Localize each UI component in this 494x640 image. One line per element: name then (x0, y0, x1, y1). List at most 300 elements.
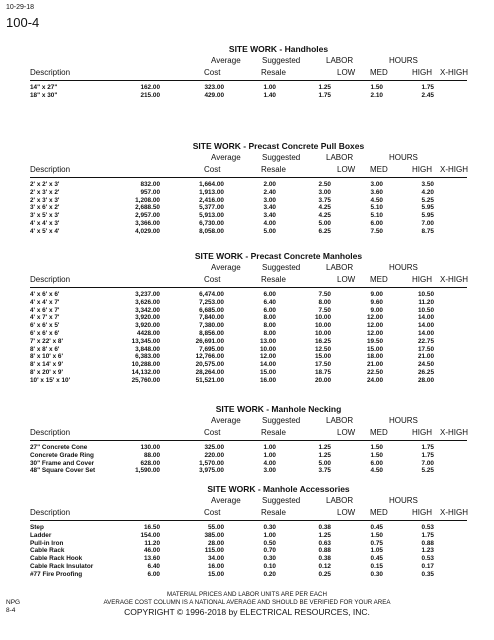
hours-med: 0.38 (318, 524, 331, 531)
item-description: 3' x 5' x 3' (30, 212, 60, 220)
hours-med: 15.00 (315, 353, 331, 361)
hours-xhigh: 0.17 (421, 562, 434, 570)
resale-price: 1,570.00 (199, 459, 224, 467)
hours-low: 12.00 (260, 353, 276, 361)
resale-price: 7,253.00 (199, 298, 224, 306)
hours-high: 2.10 (370, 91, 383, 99)
section-title: SITE WORK - Precast Concrete Pull Boxes (192, 141, 365, 151)
hours-high: 1.50 (370, 531, 383, 539)
hours-high: 1.50 (370, 444, 383, 451)
hours-high: 19.50 (367, 337, 383, 345)
hours-high: 5.10 (370, 212, 383, 220)
col-labor: LABOR (326, 416, 354, 425)
item-description: 14" x 27" (30, 84, 58, 91)
resale-price: 3,975.00 (199, 467, 224, 475)
col-low: LOW (337, 68, 356, 77)
item-description: 8' x 10' x 6' (30, 353, 63, 361)
hours-low: 8.00 (263, 322, 276, 330)
table-row (30, 547, 467, 555)
item-description: Step (30, 524, 44, 531)
page-number: 100-4 (6, 15, 40, 30)
col-low: LOW (337, 275, 356, 284)
item-description: 4' x 7' x 7' (30, 314, 60, 322)
hours-xhigh: 5.95 (421, 212, 434, 220)
column-header (30, 416, 467, 440)
hours-xhigh: 11.20 (418, 298, 434, 306)
hours-med: 7.50 (318, 291, 331, 298)
avg-cost: 3,342.00 (135, 306, 160, 314)
hours-med: 0.88 (318, 547, 331, 555)
hours-xhigh: 0.35 (421, 570, 434, 578)
hours-low: 1.40 (263, 91, 276, 99)
item-description: 8' x 14' x 9' (30, 361, 63, 369)
hours-xhigh: 14.00 (418, 329, 434, 337)
col-cost: Cost (204, 428, 221, 437)
table-row (30, 212, 467, 220)
hours-high: 4.50 (370, 467, 383, 475)
avg-cost: 6.40 (147, 562, 160, 570)
hours-low: 6.00 (263, 291, 276, 298)
hours-med: 5.00 (318, 219, 331, 227)
table-row (30, 532, 467, 540)
table-row (30, 322, 467, 330)
col-hours: HOURS (389, 416, 418, 425)
hours-xhigh: 17.50 (418, 345, 434, 353)
hours-xhigh: 1.75 (421, 84, 434, 91)
hours-low: 1.00 (263, 84, 276, 91)
table-row (30, 571, 467, 579)
item-description: 4' x 6' x 7' (30, 306, 60, 314)
hours-xhigh: 5.95 (421, 204, 434, 212)
hours-low: 6.40 (263, 298, 276, 306)
resale-price: 1,664.00 (199, 181, 224, 188)
col-hours: HOURS (389, 56, 418, 65)
hours-low: 5.00 (263, 227, 276, 235)
table-section (30, 484, 467, 579)
npg-label: NPG (6, 599, 21, 606)
hours-high: 9.00 (370, 306, 383, 314)
col-high: HIGH (412, 508, 432, 517)
col-average: Average (211, 496, 241, 505)
col-labor: LABOR (326, 263, 354, 272)
section-title: SITE WORK - Handholes (228, 44, 329, 54)
avg-cost: 3,920.00 (135, 314, 160, 322)
table-row (30, 452, 467, 460)
hours-med: 18.75 (315, 368, 331, 376)
col-resale: Resale (261, 428, 286, 437)
col-labor: LABOR (326, 56, 354, 65)
hours-med: 10.00 (315, 329, 331, 337)
avg-cost: 10,288.00 (131, 361, 160, 369)
column-header (30, 496, 467, 520)
hours-med: 17.50 (315, 361, 331, 369)
hours-xhigh: 1.23 (421, 547, 434, 555)
hours-high: 0.75 (370, 539, 383, 547)
hours-xhigh: 21.00 (418, 353, 434, 361)
avg-cost: 13.60 (144, 555, 160, 563)
hours-med: 3.75 (318, 467, 331, 475)
col-hours: HOURS (389, 263, 418, 272)
col-cost: Cost (204, 165, 221, 174)
hours-med: 0.12 (318, 562, 331, 570)
hours-high: 18.00 (367, 353, 383, 361)
hours-xhigh: 3.50 (421, 181, 434, 188)
hours-low: 0.50 (263, 539, 276, 547)
hours-high: 6.00 (370, 219, 383, 227)
hours-xhigh: 24.50 (418, 361, 434, 369)
resale-price: 6,730.00 (199, 219, 224, 227)
row-list (30, 441, 467, 475)
col-med: MED (370, 275, 388, 284)
col-hours: HOURS (389, 153, 418, 162)
hours-low: 10.00 (260, 345, 276, 353)
table-row (30, 299, 467, 307)
item-description: 7' x 22' x 8' (30, 337, 63, 345)
row-list (30, 288, 467, 385)
hours-high: 3.00 (370, 181, 383, 188)
hours-high: 0.45 (370, 555, 383, 563)
hours-low: 4.00 (263, 459, 276, 467)
row-list (30, 521, 467, 579)
hours-med: 0.25 (318, 570, 331, 578)
hours-high: 12.00 (367, 314, 383, 322)
item-description: 4' x 4' x 7' (30, 298, 60, 306)
col-description: Description (30, 275, 71, 284)
avg-cost: 11.20 (144, 539, 160, 547)
hours-low: 0.30 (263, 555, 276, 563)
col-high: HIGH (412, 275, 432, 284)
hours-xhigh: 10.50 (418, 291, 434, 298)
resale-price: 51,521.00 (195, 376, 224, 384)
col-resale: Resale (261, 275, 286, 284)
hours-med: 1.25 (318, 531, 331, 539)
hours-med: 10.00 (315, 322, 331, 330)
col-suggested: Suggested (262, 56, 301, 65)
avg-cost: 46.00 (144, 547, 160, 555)
hours-high: 0.15 (370, 562, 383, 570)
avg-cost: 16.50 (144, 524, 160, 531)
col-xhigh: X-HIGH (440, 428, 468, 437)
item-description: 10' x 15' x 10' (30, 376, 71, 384)
hours-low: 13.00 (260, 337, 276, 345)
hours-low: 3.40 (263, 212, 276, 220)
resale-price: 7,695.00 (199, 345, 224, 353)
avg-cost: 130.00 (140, 444, 160, 451)
hours-med: 1.25 (318, 451, 331, 459)
avg-cost: 832.00 (140, 181, 160, 188)
table-row (30, 524, 467, 532)
hours-xhigh: 1.75 (421, 451, 434, 459)
avg-cost: 6.00 (147, 570, 160, 578)
hours-low: 2.40 (263, 188, 276, 196)
col-high: HIGH (412, 428, 432, 437)
table-row (30, 228, 467, 236)
resale-price: 28,264.00 (195, 368, 224, 376)
col-xhigh: X-HIGH (440, 165, 468, 174)
revision-date: 10-29-18 (6, 4, 35, 11)
hours-high: 5.10 (370, 204, 383, 212)
col-suggested: Suggested (262, 153, 301, 162)
footer-page-number: 8-4 (6, 607, 16, 614)
col-med: MED (370, 508, 388, 517)
hours-high: 1.50 (370, 84, 383, 91)
col-high: HIGH (412, 68, 432, 77)
avg-cost: 88.00 (144, 451, 160, 459)
avg-cost: 154.00 (140, 531, 160, 539)
item-description: 27" Concrete Cone (30, 444, 88, 451)
hours-high: 22.50 (367, 368, 383, 376)
col-description: Description (30, 508, 71, 517)
hours-xhigh: 2.45 (421, 91, 434, 99)
hours-high: 9.00 (370, 291, 383, 298)
item-description: 4' x 6' x 6' (30, 291, 60, 298)
col-average: Average (211, 263, 241, 272)
avg-cost: 4,029.00 (135, 227, 160, 235)
hours-low: 14.00 (260, 361, 276, 369)
hours-high: 1.50 (370, 451, 383, 459)
resale-price: 16.00 (208, 562, 224, 570)
item-description: 8' x 20' x 9' (30, 368, 63, 376)
column-header (30, 56, 467, 80)
col-resale: Resale (261, 165, 286, 174)
resale-price: 20,575.00 (195, 361, 224, 369)
hours-med: 4.25 (318, 212, 331, 220)
hours-low: 3.40 (263, 204, 276, 212)
hours-high: 1.05 (370, 547, 383, 555)
hours-xhigh: 1.75 (421, 444, 434, 451)
avg-cost: 1,590.00 (135, 467, 160, 475)
table-section (30, 404, 467, 475)
hours-xhigh: 22.75 (418, 337, 434, 345)
col-labor: LABOR (326, 496, 354, 505)
col-average: Average (211, 56, 241, 65)
footer-note-2: AVERAGE COST COLUMN IS A NATIONAL AVERAGE AND SHOULD BE VERIFIED FOR YOUR AREA (103, 599, 391, 606)
hours-high: 24.00 (367, 376, 383, 384)
hours-xhigh: 26.25 (418, 368, 434, 376)
item-description: 6' x 6' x 5' (30, 322, 60, 330)
resale-price: 15.00 (208, 570, 224, 578)
table-row (30, 555, 467, 563)
avg-cost: 1,208.00 (135, 196, 160, 204)
table-row (30, 540, 467, 548)
resale-price: 12,766.00 (195, 353, 224, 361)
avg-cost: 13,345.00 (131, 337, 160, 345)
avg-cost: 3,920.00 (135, 322, 160, 330)
col-suggested: Suggested (262, 416, 301, 425)
item-description: 6' x 6' x 6' (30, 329, 60, 337)
hours-low: 1.00 (263, 531, 276, 539)
resale-price: 385.00 (204, 531, 224, 539)
col-suggested: Suggested (262, 263, 301, 272)
hours-high: 0.30 (370, 570, 383, 578)
hours-low: 6.00 (263, 306, 276, 314)
col-xhigh: X-HIGH (440, 508, 468, 517)
hours-med: 12.50 (315, 345, 331, 353)
table-row (30, 181, 467, 189)
footer-note-1: MATERIAL PRICES AND LABOR UNITS ARE PER EACH (167, 591, 327, 598)
hours-med: 5.00 (318, 459, 331, 467)
hours-high: 21.00 (367, 361, 383, 369)
table-section (30, 141, 467, 236)
item-description: Cable Rack Insulator (30, 562, 94, 570)
hours-med: 20.00 (315, 376, 331, 384)
column-header (30, 263, 467, 287)
col-med: MED (370, 68, 388, 77)
col-xhigh: X-HIGH (440, 275, 468, 284)
copyright-notice: COPYRIGHT © 1996-2018 by ELECTRICAL RESOURCES, INC. (124, 607, 370, 617)
hours-med: 10.00 (315, 314, 331, 322)
hours-low: 1.00 (263, 444, 276, 451)
hours-xhigh: 28.00 (418, 376, 434, 384)
table-row (30, 220, 467, 228)
avg-cost: 25,760.00 (131, 376, 160, 384)
table-row (30, 330, 467, 338)
col-average: Average (211, 153, 241, 162)
col-med: MED (370, 165, 388, 174)
item-description: 48" Square Cover Set (30, 467, 96, 475)
col-description: Description (30, 428, 71, 437)
resale-price: 1,913.00 (199, 188, 224, 196)
hours-high: 12.00 (367, 322, 383, 330)
section-title: SITE WORK - Precast Concrete Manholes (194, 251, 363, 261)
hours-low: 4.00 (263, 219, 276, 227)
hours-high: 12.00 (367, 329, 383, 337)
hours-high: 0.45 (370, 524, 383, 531)
hours-med: 6.25 (318, 227, 331, 235)
resale-price: 5,377.00 (199, 204, 224, 212)
hours-xhigh: 5.25 (421, 196, 434, 204)
table-row (30, 92, 467, 100)
item-description: 2' x 3' x 2' (30, 188, 60, 196)
item-description: Cable Rack Hook (30, 555, 83, 563)
avg-cost: 2,688.50 (135, 204, 160, 212)
col-resale: Resale (261, 508, 286, 517)
hours-med: 0.63 (318, 539, 331, 547)
hours-med: 4.25 (318, 204, 331, 212)
item-description: 2' x 3' x 3' (30, 196, 60, 204)
hours-high: 9.60 (370, 298, 383, 306)
resale-price: 5,913.00 (199, 212, 224, 220)
hours-med: 3.00 (318, 188, 331, 196)
avg-cost: 957.00 (140, 188, 160, 196)
hours-xhigh: 1.75 (421, 531, 434, 539)
table-row (30, 467, 467, 475)
hours-med: 8.00 (318, 298, 331, 306)
hours-med: 2.50 (318, 181, 331, 188)
table-row (30, 307, 467, 315)
table-row (30, 84, 467, 92)
hours-low: 0.30 (263, 524, 276, 531)
table-row (30, 377, 467, 385)
hours-low: 3.00 (263, 467, 276, 475)
hours-med: 1.25 (318, 84, 331, 91)
col-suggested: Suggested (262, 496, 301, 505)
avg-cost: 215.00 (140, 91, 160, 99)
resale-price: 325.00 (204, 444, 224, 451)
hours-low: 3.00 (263, 196, 276, 204)
avg-cost: 6,383.00 (135, 353, 160, 361)
hours-med: 1.25 (318, 444, 331, 451)
row-list (30, 81, 467, 100)
col-med: MED (370, 428, 388, 437)
table-row (30, 563, 467, 571)
item-description: #77 Fire Proofing (30, 570, 83, 578)
hours-xhigh: 14.00 (418, 314, 434, 322)
table-row (30, 189, 467, 197)
col-average: Average (211, 416, 241, 425)
col-cost: Cost (204, 275, 221, 284)
resale-price: 7,840.00 (199, 314, 224, 322)
col-description: Description (30, 68, 71, 77)
resale-price: 55.00 (208, 524, 224, 531)
table-row (30, 338, 467, 346)
section-title: SITE WORK - Manhole Accessories (207, 484, 350, 494)
resale-price: 429.00 (204, 91, 224, 99)
item-description: Ladder (30, 531, 52, 539)
hours-xhigh: 0.53 (421, 524, 434, 531)
hours-xhigh: 7.00 (421, 219, 434, 227)
table-row (30, 197, 467, 205)
resale-price: 28.00 (208, 539, 224, 547)
hours-low: 1.00 (263, 451, 276, 459)
item-description: 8' x 8' x 6' (30, 345, 60, 353)
avg-cost: 3,626.00 (135, 298, 160, 306)
col-cost: Cost (204, 68, 221, 77)
col-cost: Cost (204, 508, 221, 517)
table-row (30, 460, 467, 468)
item-description: 2' x 2' x 3' (30, 181, 60, 188)
hours-low: 16.00 (260, 376, 276, 384)
avg-cost: 3,366.00 (135, 219, 160, 227)
item-description: 4' x 4' x 3' (30, 219, 60, 227)
col-xhigh: X-HIGH (440, 68, 468, 77)
hours-xhigh: 8.75 (421, 227, 434, 235)
hours-low: 0.20 (263, 570, 276, 578)
col-high: HIGH (412, 165, 432, 174)
table-row (30, 353, 467, 361)
hours-xhigh: 0.88 (421, 539, 434, 547)
avg-cost: 3,848.00 (135, 345, 160, 353)
resale-price: 6,474.00 (199, 291, 224, 298)
table-row (30, 361, 467, 369)
hours-high: 15.00 (367, 345, 383, 353)
table-section (30, 44, 467, 100)
hours-med: 3.75 (318, 196, 331, 204)
avg-cost: 162.00 (140, 84, 160, 91)
hours-xhigh: 4.20 (421, 188, 434, 196)
column-header (30, 153, 467, 177)
hours-xhigh: 14.00 (418, 322, 434, 330)
col-low: LOW (337, 508, 356, 517)
hours-low: 0.10 (263, 562, 276, 570)
hours-xhigh: 0.53 (421, 555, 434, 563)
hours-med: 16.25 (315, 337, 331, 345)
table-row (30, 369, 467, 377)
hours-med: 1.75 (318, 91, 331, 99)
item-description: 4' x 5' x 4' (30, 227, 60, 235)
hours-med: 7.50 (318, 306, 331, 314)
hours-low: 15.00 (260, 368, 276, 376)
avg-cost: 14,132.00 (131, 368, 160, 376)
resale-price: 115.00 (204, 547, 224, 555)
hours-low: 2.00 (263, 181, 276, 188)
item-description: 18" x 30" (30, 91, 58, 99)
avg-cost: 4428.00 (136, 329, 160, 337)
hours-high: 6.00 (370, 459, 383, 467)
hours-xhigh: 7.00 (421, 459, 434, 467)
resale-price: 6,685.00 (199, 306, 224, 314)
resale-price: 7,380.00 (199, 322, 224, 330)
